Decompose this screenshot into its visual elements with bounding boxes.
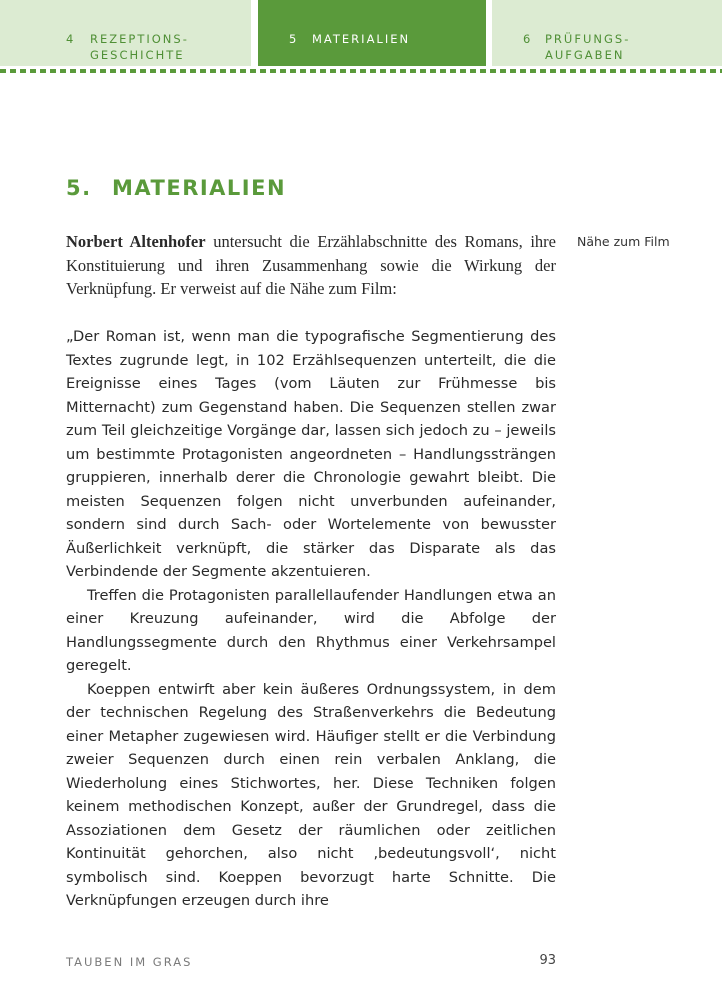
header-dashed-divider: [0, 69, 722, 73]
chapter-tabs: [0, 0, 722, 66]
tab-label-line1: REZEPTIONS-: [90, 32, 189, 46]
intro-text: untersucht die Erzählabschnitte des Romans, ihre Konstituierung und ihren Zusammenhang sowie die Wirkung der Verknüpfung. Er verweist auf die Nähe zum Film:: [66, 232, 556, 298]
tab-number: 5: [289, 32, 299, 46]
chapter-title: MATERIALIEN: [112, 176, 287, 200]
tab-label: MATERIALIEN: [312, 32, 411, 46]
tab-label: [90, 31, 189, 63]
tab-label-line2: AUFGABEN: [545, 48, 625, 62]
author-name: Norbert Altenhofer: [66, 232, 206, 251]
chapter-heading: [66, 176, 286, 200]
tab-pruefungsaufgaben[interactable]: [492, 0, 722, 66]
tab-number: 4: [66, 32, 76, 46]
tab-label-line2: GESCHICHTE: [90, 48, 185, 62]
intro-paragraph: [66, 230, 556, 301]
tab-label: [545, 31, 630, 63]
quote-paragraph-3: Koeppen entwirft aber kein äußeres Ordnungssystem, in dem der technischen Regelung des Straßenverkehrs die Bedeutung einer Metapher zugewiesen wird. Häufiger stellt er die Verbindung zweier Sequenzen durch einen rein verbalen Anklang, die Wiederholung eines Stichwortes, her. Diese Techniken folgen keinem methodischen Konzept, außer der Grundregel, dass die Assoziationen dem Gesetz der räumlichen oder zeitlichen Kontinuität gehorchen, also nicht ‚bedeutungsvoll‘, nicht symbolisch sind. Koeppen bevorzugt harte Schnitte. Die Verknüpfungen erzeugen durch ihre: [66, 680, 556, 909]
tab-number: 6: [523, 32, 533, 46]
tab-rezeptionsgeschichte[interactable]: [0, 0, 251, 66]
footer-book-title: TAUBEN IM GRAS: [66, 955, 193, 969]
quote-paragraph-2: Treffen die Protagonisten parallellaufender Handlungen etwa an einer Kreuzung aufeinander, wird die Abfolge der Handlungssegmente durch den Rhythmus einer Verkehrsampel geregelt.: [66, 586, 556, 674]
page-number: 93: [539, 953, 556, 968]
tab-label-line1: PRÜFUNGS-: [545, 32, 631, 46]
margin-note: Nähe zum Film: [577, 234, 670, 249]
quote-paragraph-1: „Der Roman ist, wenn man die typografische Segmentierung des Textes zugrunde legt, in 102 Erzählsequenzen unterteilt, die die Ereignisse eines Tages (vom Läuten zur Frühmesse bis Mitternacht) zum Gegenstand haben. Die Sequenzen stellen zwar zum Teil gleichzeitige Vorgänge dar, lassen sich jedoch zu – jeweils um bestimmte Protagonisten angeordneten – Handlungssträngen gruppieren, innerhalb derer die Chronologie gewahrt bleibt. Die meisten Sequenzen folgen nicht unverbunden aufeinander, sondern sind durch Sach- oder Wortelemente von bewusster Äußerlichkeit verknüpft, die stärker das Disparate als das Verbindende der Segmente akzentuieren.: [66, 328, 556, 580]
tab-materialien[interactable]: [258, 0, 486, 66]
quote-block: [66, 325, 556, 913]
chapter-number: 5.: [66, 176, 92, 200]
